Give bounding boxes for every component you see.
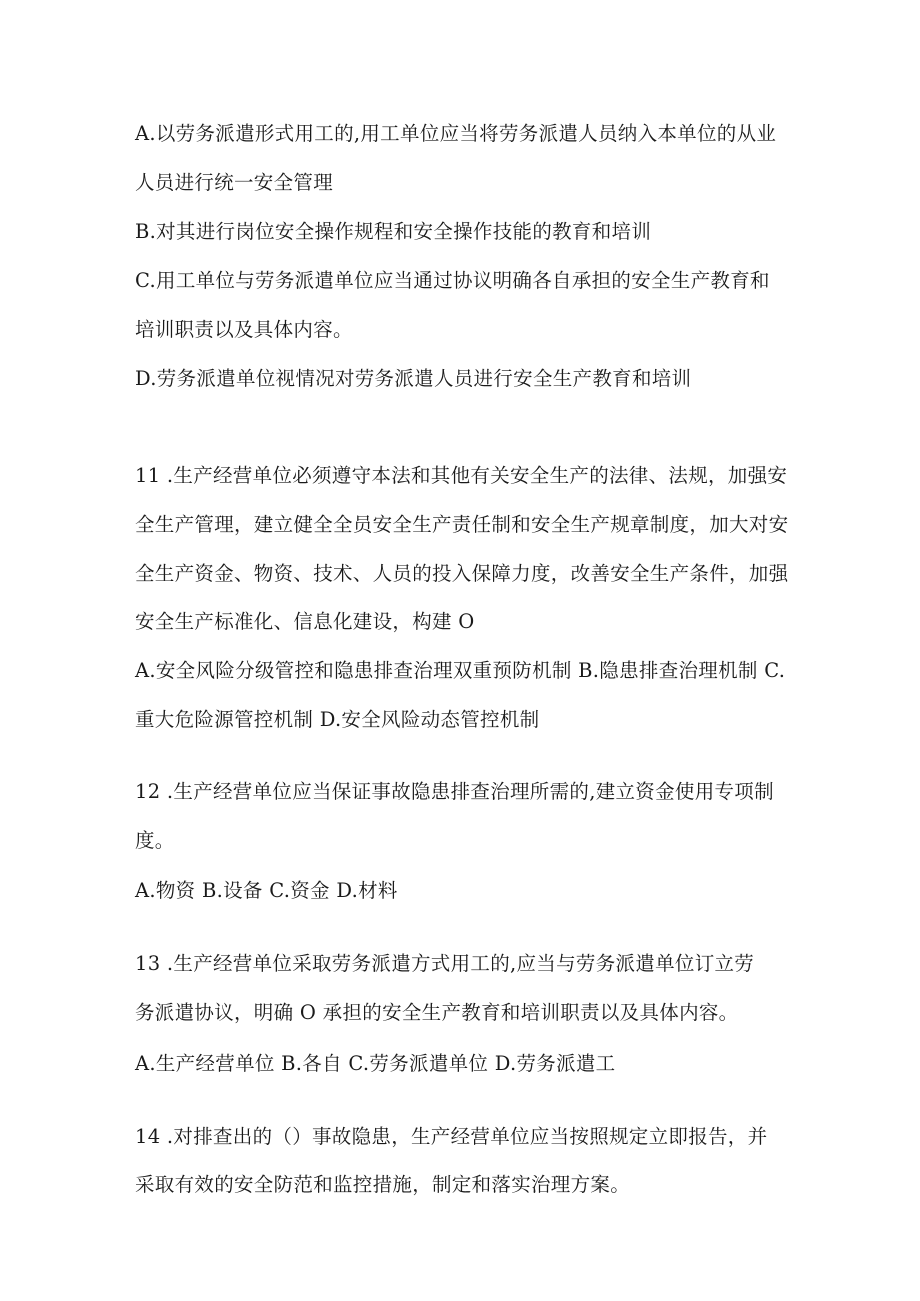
q11-stem-line3: 全生产资金、物资、技术、人员的投入保障力度，改善安全生产条件，加强: [135, 562, 789, 585]
q11-stem-line4: 安全生产标准化、信息化建设，构建 O: [135, 610, 475, 633]
q11-stem-line1: 11 .生产经营单位必须遵守本法和其他有关安全生产的法律、法规，加强安: [135, 464, 788, 487]
q13-stem-line2: 务派遣协议，明确 O 承担的安全生产教育和培训职责以及具体内容。: [135, 1001, 739, 1024]
q14-stem-line2: 采取有效的安全防范和监控措施，制定和落实治理方案。: [135, 1173, 631, 1196]
q10-option-a-line1: A.以劳务派遣形式用工的,用工单位应当将劳务派遣人员纳入本单位的从业: [135, 122, 777, 145]
q10-option-b: B.对其进行岗位安全操作规程和安全操作技能的教育和培训: [135, 220, 652, 243]
q11-stem-line2: 全生产管理，建立健全全员安全生产责任制和安全生产规章制度，加大对安: [135, 513, 789, 536]
q11-options-line2: 重大危险源管控机制 D.安全风险动态管控机制: [135, 708, 540, 731]
q12-stem-line2: 度。: [135, 829, 175, 852]
q13-stem-line1: 13 .生产经营单位采取劳务派遣方式用工的,应当与劳务派遣单位订立劳: [135, 952, 755, 975]
q10-option-a-line2: 人员进行统一安全管理: [135, 171, 334, 194]
q10-option-c-line2: 培训职责以及具体内容。: [135, 318, 353, 341]
q12-stem-line1: 12 .生产经营单位应当保证事故隐患排查治理所需的,建立资金使用专项制: [135, 780, 774, 803]
q10-option-d: D.劳务派遣单位视情况对劳务派遣人员进行安全生产教育和培训: [135, 367, 692, 390]
q11-options-line1: A.安全风险分级管控和隐患排查治理双重预防机制 B.隐患排查治理机制 C.: [135, 659, 786, 682]
q10-option-c-line1: C.用工单位与劳务派遣单位应当通过协议明确各自承担的安全生产教育和: [135, 269, 770, 292]
q12-options: A.物资 B.设备 C.资金 D.材料: [135, 879, 398, 902]
q14-stem-line1: 14 .对排查出的（）事故隐患，生产经营单位应当按照规定立即报告，并: [135, 1125, 768, 1148]
q13-options: A.生产经营单位 B.各自 C.劳务派遣单位 D.劳务派遣工: [135, 1052, 616, 1075]
